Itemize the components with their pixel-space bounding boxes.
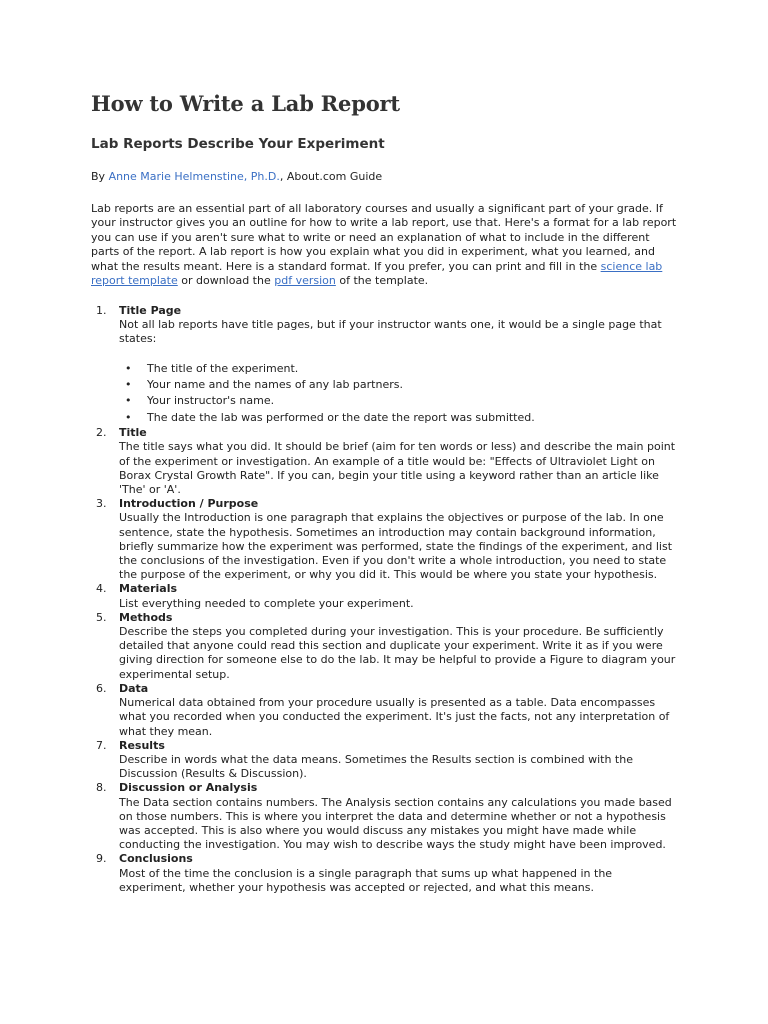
article <box>91 90 691 894</box>
section-number: 2. <box>96 426 107 440</box>
section-number: 8. <box>96 781 107 795</box>
bullet-list <box>119 361 681 427</box>
section-body: Not all lab reports have title pages, but if your instructor wants one, it would be a single page that states: <box>119 318 662 346</box>
intro-text-after: of the template. <box>335 274 429 288</box>
bullet-dot-icon: • <box>125 361 132 375</box>
section-item <box>91 781 681 852</box>
section-item <box>91 582 681 610</box>
section-number: 3. <box>96 497 107 511</box>
bullet-text: The date the lab was performed or the date the report was submitted. <box>147 410 535 424</box>
intro-text-before: Lab reports are an essential part of all laboratory courses and usually a significant part of your grade. If your instructor gives you an outline for how to write a lab report, use that. Here's a format for a lab report you can use if you aren't sure what to write or need an explanation of what to include in the different parts of the report. A lab report is how you explain what you did in experiment, what you learned, and what the results meant. Here is a standard format. If you prefer, you can print and fill in the <box>91 202 677 273</box>
section-number: 5. <box>96 610 107 624</box>
bullet-item <box>119 410 681 426</box>
section-number: 1. <box>96 304 107 317</box>
bullet-item <box>119 361 681 377</box>
sections-list <box>91 304 681 895</box>
bullet-dot-icon: • <box>125 394 132 408</box>
page-title: How to Write a Lab Report <box>91 91 400 116</box>
section-number: 6. <box>96 681 107 695</box>
section-body: The Data section contains numbers. The Analysis section contains any calculations you made based on those numbers. This is where you interpret the data and determine whether or not a hypothesis was accepted. This is also where you would discuss any mistakes you might have made while conducting the investigation. You may wish to describe ways the study might have been improved. <box>119 795 672 852</box>
template-link[interactable]: science lab report template <box>91 259 663 288</box>
section-item <box>91 497 681 582</box>
section-body: The title says what you did. It should be brief (aim for ten words or less) and describe the main point of the experiment or investigation. An example of a title would be: "Effects of Ultraviolet Light on Borax Crystal Growth Rate". If you can, begin your title using a keyword rather than an article like 'The' or 'A'. <box>119 440 676 497</box>
section-title: Materials <box>119 582 178 596</box>
section-title: Data <box>119 681 149 695</box>
section-title: Discussion or Analysis <box>119 781 258 795</box>
bullet-text: Your instructor's name. <box>147 394 275 408</box>
intro-text-middle: or download the <box>177 274 275 288</box>
intro-paragraph <box>91 202 681 288</box>
section-item <box>91 611 681 682</box>
page-subtitle: Lab Reports Describe Your Experiment <box>91 136 385 152</box>
bullet-text: The title of the experiment. <box>147 361 299 375</box>
byline <box>91 170 382 184</box>
section-number: 9. <box>96 852 107 866</box>
section-body: Describe the steps you completed during your investigation. This is your procedure. Be sufficiently detailed that anyone could read this section and duplicate your experiment. Write it as if you were giving direction for someone else to do the lab. It may be helpful to provide a Figure to diagram your experimental setup. <box>119 625 676 681</box>
section-item <box>91 304 681 426</box>
section-title: Results <box>119 738 165 752</box>
author-link[interactable]: Anne Marie Helmenstine, Ph.D. <box>108 170 280 183</box>
section-body: Numerical data obtained from your procedure usually is presented as a table. Data encompasses what you recorded when you conducted the experiment. It's just the facts, not any interpretation of what they mean. <box>119 696 670 738</box>
section-item <box>91 682 681 739</box>
section-title: Introduction / Purpose <box>119 497 259 511</box>
section-body: Most of the time the conclusion is a single paragraph that sums up what happened in the experiment, whether your hypothesis was accepted or rejected, and what this means. <box>119 866 613 894</box>
section-item <box>91 426 681 497</box>
section-body: Usually the Introduction is one paragraph that explains the objectives or purpose of the lab. In one sentence, state the hypothesis. Sometimes an introduction may contain background information, briefly summarize how the experiment was performed, state the findings of the experiment, and list the conclusions of the investigation. Even if you don't write a whole introduction, you need to state the purpose of the experiment, or why you did it. This would be where you state your hypothesis. <box>119 511 673 582</box>
section-number: 4. <box>96 582 107 596</box>
section-title: Conclusions <box>119 852 193 866</box>
section-number: 7. <box>96 738 107 752</box>
bullet-dot-icon: • <box>125 410 132 424</box>
section-title: Title <box>119 426 147 440</box>
bullet-text: Your name and the names of any lab partners. <box>147 378 403 392</box>
section-item <box>91 852 681 895</box>
bullet-dot-icon: • <box>125 378 132 392</box>
section-item <box>91 739 681 782</box>
section-title: Methods <box>119 610 173 624</box>
section-body: Describe in words what the data means. Sometimes the Results section is combined with the Discussion (Results & Discussion). <box>119 752 633 781</box>
section-title: Title Page <box>119 304 182 317</box>
bullet-item <box>119 393 681 409</box>
section-body: List everything needed to complete your experiment. <box>119 596 414 610</box>
byline-suffix: , About.com Guide <box>279 170 383 183</box>
bullet-item <box>119 377 681 393</box>
byline-prefix: By <box>91 170 109 183</box>
pdf-version-link[interactable]: pdf version <box>274 274 336 288</box>
